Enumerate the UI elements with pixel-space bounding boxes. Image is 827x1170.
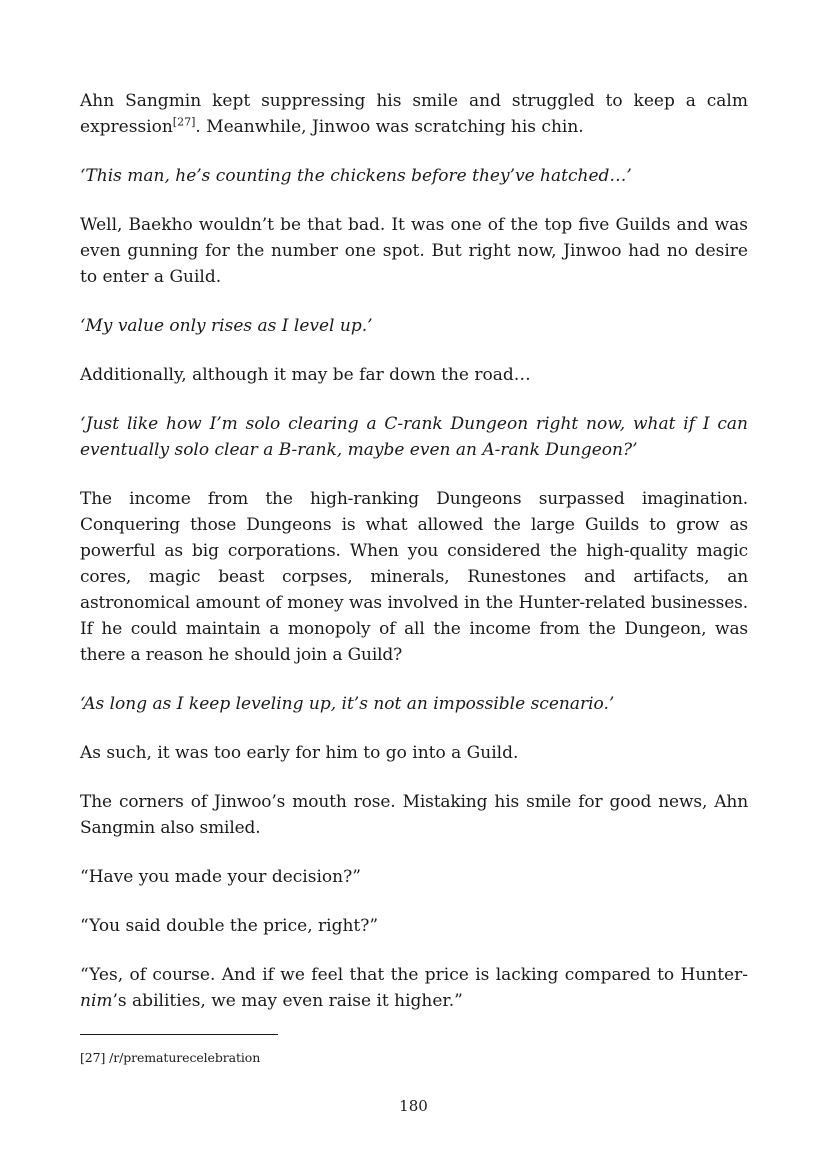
footnote-reference[interactable]: [27] [172,115,196,129]
paragraph-13 [80,962,748,1014]
paragraph-7: The income from the high-ranking Dungeons surpassed imagination. Conquering those Dungeons is what allowed the large Guilds to grow as powerful as big corporations. When you considered the high-quality magic cores, magic beast corpses, minerals, Runestones and artifacts, an astronomical amount of money was involved in the Hunter-related businesses. If he could maintain a monopoly of all the income from the Dungeon, was there a reason he should join a Guild? [80,489,748,665]
body-text [80,88,748,1037]
paragraph-3: Well, Baekho wouldn’t be that bad. It was one of the top five Guilds and was even gunning for the number one spot. But right now, Jinwoo had no desire to enter a Guild. [80,215,748,287]
footnote-divider [80,1034,278,1035]
paragraph-5: Additionally, although it may be far down the road… [80,365,531,385]
paragraph-13-italic: nim [80,991,113,1011]
paragraph-2: ‘This man, he’s counting the chickens before they’ve hatched…’ [80,166,632,186]
paragraph-1-text-cont: . Meanwhile, Jinwoo was scratching his chin. [195,117,584,137]
paragraph-8: ‘As long as I keep leveling up, it’s not an impossible scenario.’ [80,694,615,714]
paragraph-10: The corners of Jinwoo’s mouth rose. Mistaking his smile for good news, Ahn Sangmin also smiled. [80,792,748,838]
paragraph-4: ‘My value only rises as I level up.’ [80,316,373,336]
paragraph-13-text-cont: ’s abilities, we may even raise it higher.” [112,991,463,1011]
paragraph-9: As such, it was too early for him to go into a Guild. [80,743,519,763]
paragraph-1-text: Ahn Sangmin kept suppressing his smile and struggled to keep a calm expression [80,91,748,137]
paragraph-12: “You said double the price, right?” [80,916,379,936]
paragraph-13-text: “Yes, of course. And if we feel that the price is lacking compared to Hunter- [80,965,748,985]
page-number: 180 [399,1097,428,1115]
footnote: [27] /r/prematurecelebration [80,1050,261,1065]
paragraph-1 [80,88,748,140]
paragraph-6: ‘Just like how I’m solo clearing a C-rank Dungeon right now, what if I can eventually solo clear a B-rank, maybe even an A-rank Dungeon?’ [80,414,748,460]
paragraph-11: “Have you made your decision?” [80,867,361,887]
